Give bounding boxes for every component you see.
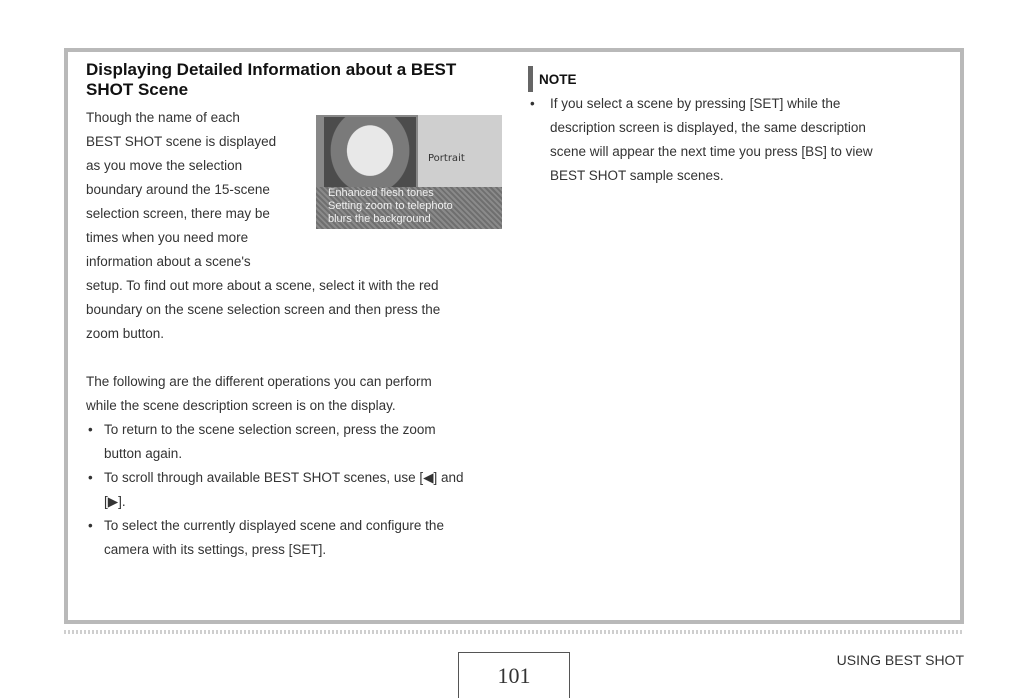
operation-item: [86, 466, 506, 514]
operation-line: camera with its settings, press [SET].: [104, 542, 327, 557]
scene-description-screen-image: [316, 115, 502, 229]
intro-line: BEST SHOT scene is displayed: [86, 134, 277, 149]
note-title: NOTE: [539, 71, 577, 87]
intro-line: information about a scene's: [86, 254, 251, 269]
operations-list: [86, 418, 506, 562]
note-line: BEST SHOT sample scenes.: [550, 168, 724, 183]
intro-line: zoom button.: [86, 326, 165, 341]
note-line: scene will appear the next time you press [BS] to view: [550, 144, 873, 159]
intro-line: boundary around the 15-scene: [86, 182, 270, 197]
note-column: [528, 66, 948, 188]
intro-line: as you move the selection: [86, 158, 243, 173]
intro-line: selection screen, there may be: [86, 206, 270, 221]
section-title: Displaying Detailed Information about a BEST SHOT Scene: [86, 60, 457, 99]
scene-caption: [316, 187, 502, 229]
operation-item: [86, 514, 506, 562]
operation-line: To select the currently displayed scene and configure the: [104, 518, 444, 533]
note-header: [528, 66, 948, 92]
operation-line: To scroll through available BEST SHOT scenes, use [◀] and: [104, 470, 464, 485]
operation-item: [86, 418, 506, 466]
note-line: description screen is displayed, the same description: [550, 120, 866, 135]
operation-line: To return to the scene selection screen, press the zoom: [104, 422, 436, 437]
intro-line: boundary on the scene selection screen and then press the: [86, 302, 441, 317]
intro-line: times when you need more: [86, 230, 249, 245]
operation-line: button again.: [104, 446, 183, 461]
scene-label: Portrait: [428, 153, 465, 164]
caption-line: Enhanced flesh tones: [328, 187, 434, 199]
note-item: [528, 92, 948, 188]
caption-line: blurs the background: [328, 213, 431, 225]
note-marker: [528, 66, 533, 92]
note-line: If you select a scene by pressing [SET] while the: [550, 96, 841, 111]
note-list: [528, 92, 948, 188]
section-name: USING BEST SHOT: [836, 652, 964, 668]
caption-line: Setting zoom to telephoto: [328, 200, 453, 212]
ops-intro-line: The following are the different operations you can perform: [86, 374, 432, 389]
page-number: 101: [458, 652, 570, 698]
operation-line: [▶].: [104, 494, 126, 509]
footer-rule: [64, 630, 964, 634]
intro-line: Though the name of each: [86, 110, 240, 125]
ops-intro-line: while the scene description screen is on the display.: [86, 398, 396, 413]
intro-narrow: [86, 106, 296, 274]
intro-line: setup. To find out more about a scene, select it with the red: [86, 278, 439, 293]
